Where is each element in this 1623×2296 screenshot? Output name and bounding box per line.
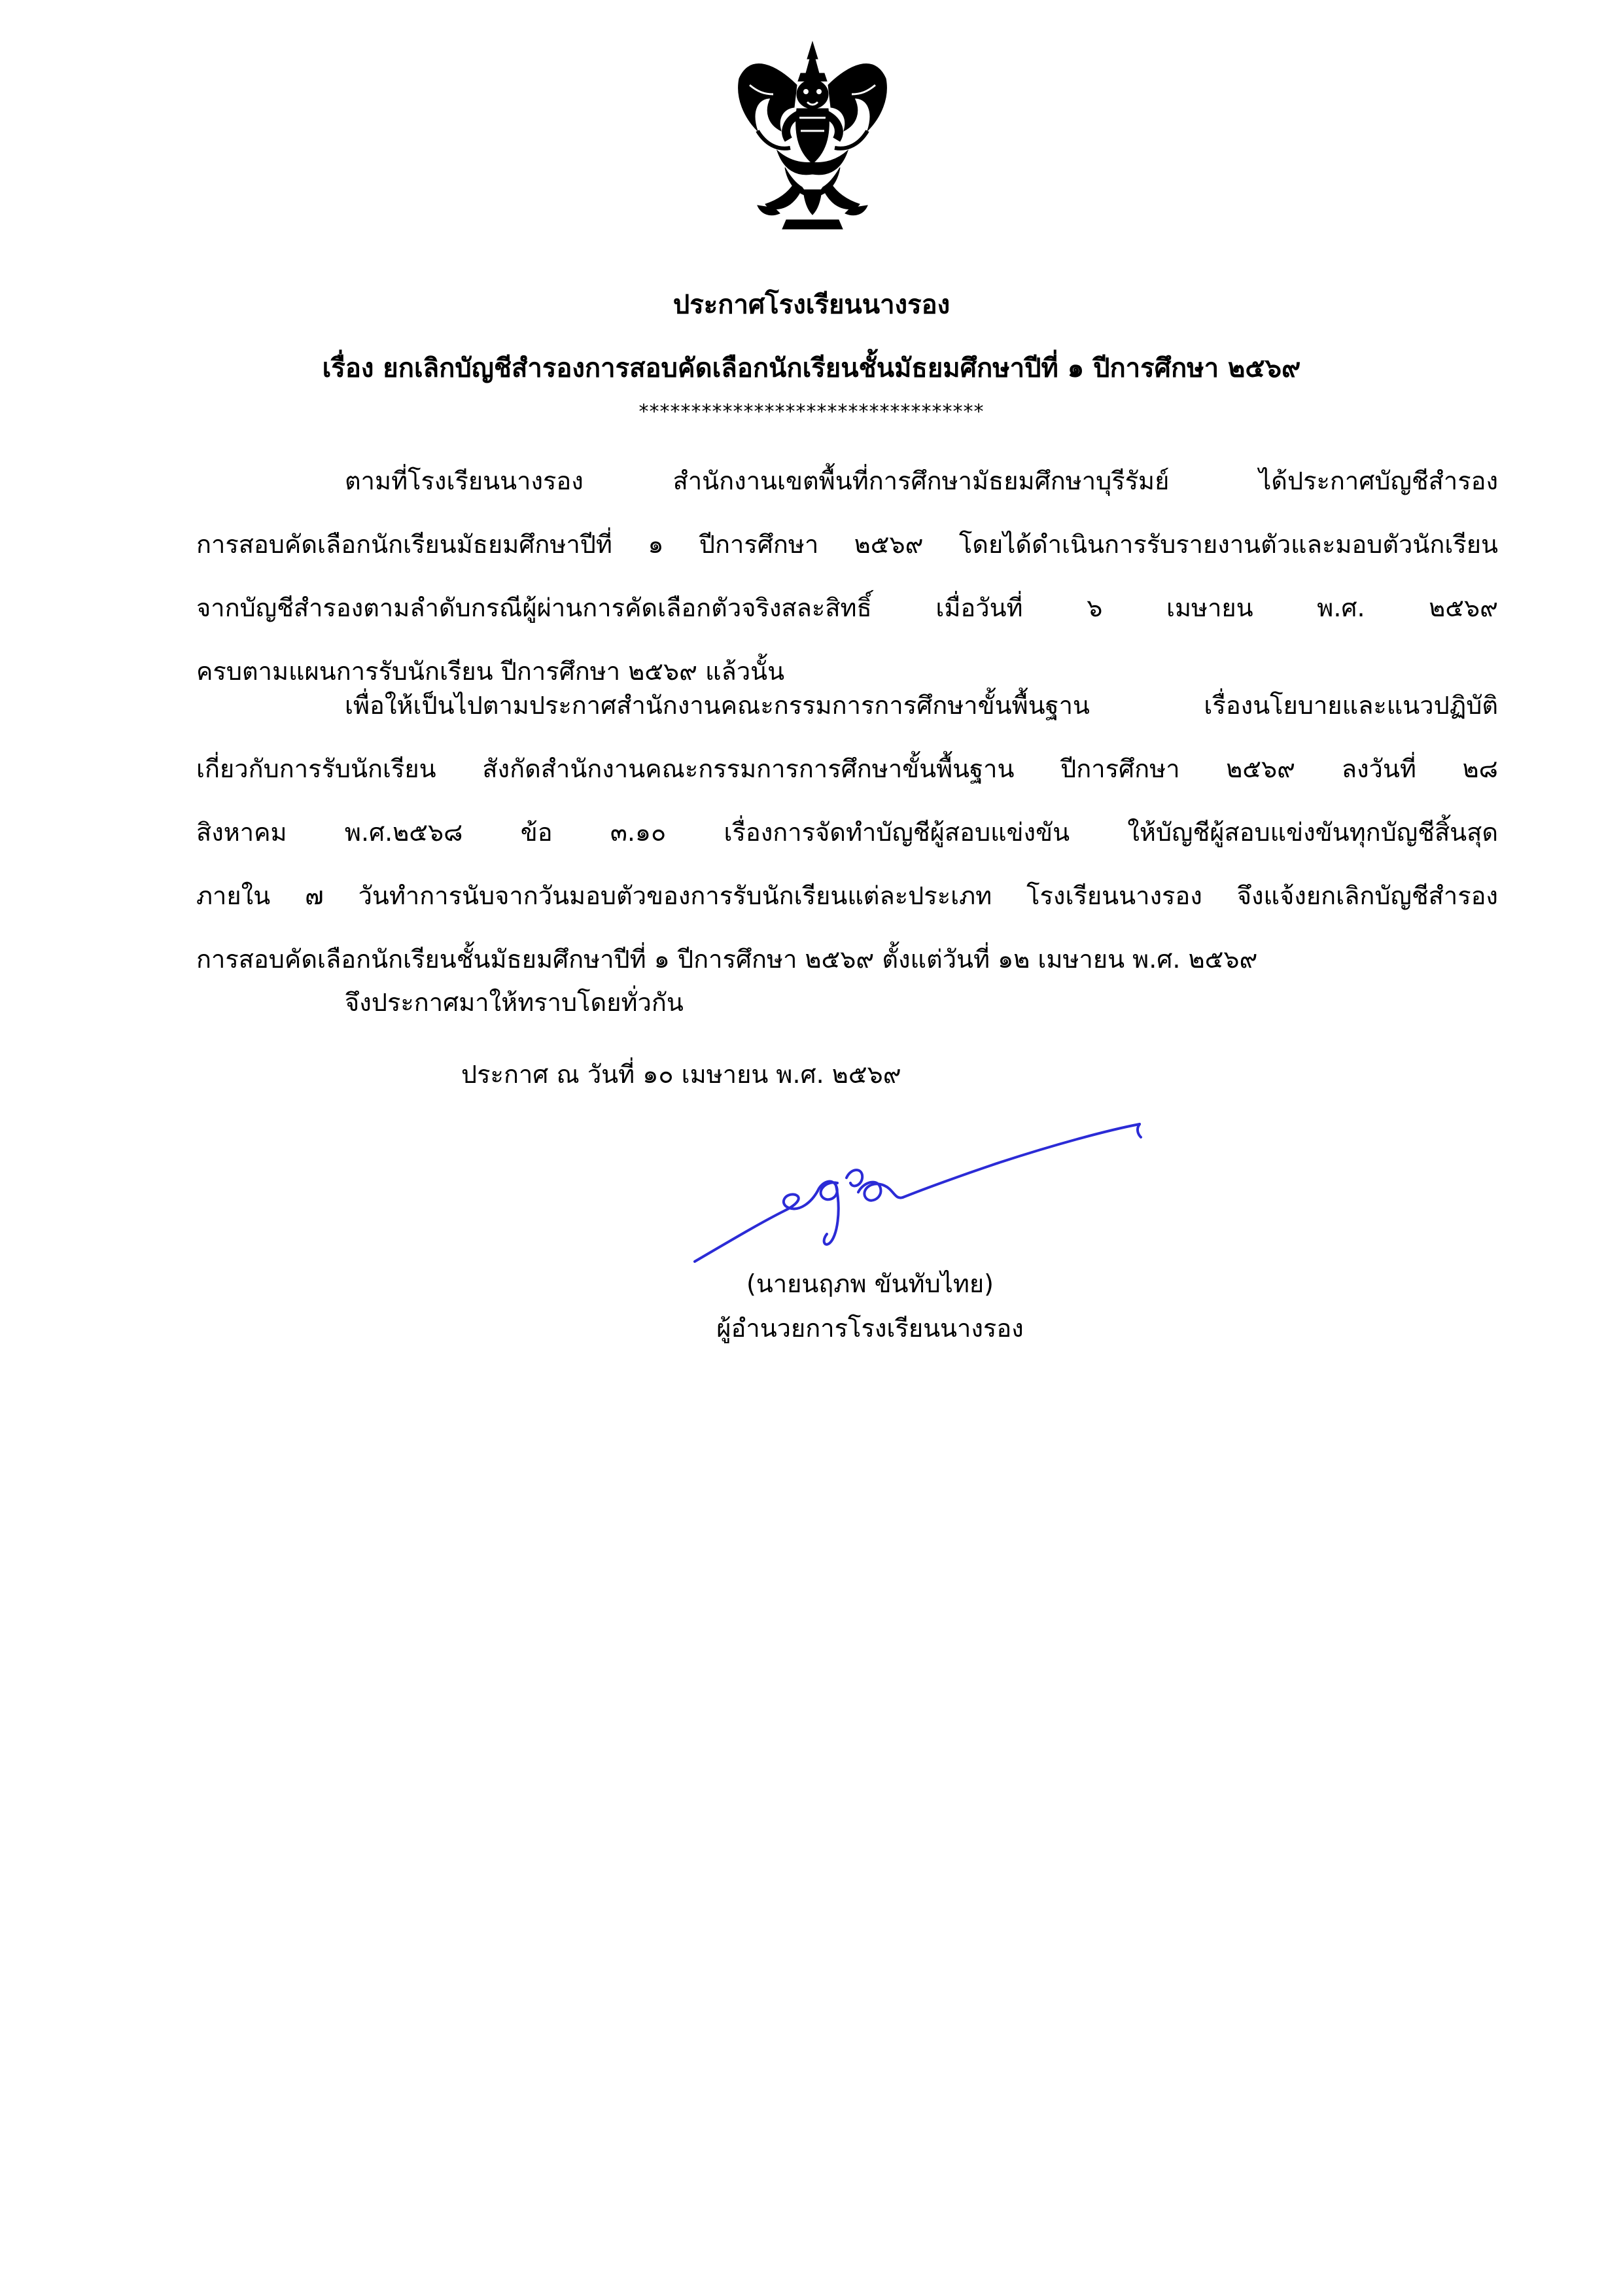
body-paragraph-1 xyxy=(196,450,1498,703)
paragraph-line: การสอบคัดเลือกนักเรียนชั้นมัธยมศึกษาปีที่ ๑ ปีการศึกษา ๒๕๖๙ ตั้งแต่วันที่ ๑๒ เมษายน พ.ศ. ๒๕๖๙ xyxy=(196,945,1258,974)
paragraph-line: เพื่อให้เป็นไปตามประกาศสำนักงานคณะกรรมการการศึกษาขั้นพื้นฐาน เรื่องนโยบายและแนวปฏิบัติ xyxy=(345,691,1498,720)
paragraph-line: ตามที่โรงเรียนนางรอง สำนักงานเขตพื้นที่การศึกษามัธยมศึกษาบุรีรัมย์ ได้ประกาศบัญชีสำรอง xyxy=(345,467,1498,495)
handwritten-signature xyxy=(687,1112,1145,1269)
announcement-title: ประกาศโรงเรียนนางรอง xyxy=(672,290,951,320)
closing-statement: จึงประกาศมาให้ทราบโดยทั่วกัน xyxy=(345,988,684,1017)
paragraph-line: ภายใน ๗ วันทำการนับจากวันมอบตัวของการรับนักเรียนแต่ละประเภท โรงเรียนนางรอง จึงแจ้งยกเลิกบัญชีสำรอง xyxy=(196,881,1498,910)
paragraph-line: จากบัญชีสำรองตามลำดับกรณีผู้ผ่านการคัดเลือกตัวจริงสละสิทธิ์ เมื่อวันที่ ๖ เมษายน พ.ศ. ๒๕๖๙ xyxy=(196,593,1498,622)
announcement-subject: เรื่อง ยกเลิกบัญชีสำรองการสอบคัดเลือกนักเรียนชั้นมัธยมศึกษาปีที่ ๑ ปีการศึกษา ๒๕๖๙ xyxy=(322,353,1301,383)
signer-name: (นายนฤภพ ขันทับไทย) xyxy=(746,1269,994,1298)
signer-position: ผู้อำนวยการโรงเรียนนางรอง xyxy=(716,1314,1024,1343)
body-paragraph-2 xyxy=(196,674,1498,991)
garuda-emblem-icon xyxy=(731,39,894,236)
paragraph-line: เกี่ยวกับการรับนักเรียน สังกัดสำนักงานคณะกรรมการการศึกษาขั้นพื้นฐาน ปีการศึกษา ๒๕๖๙ ลงวันที่ ๒๘ xyxy=(196,754,1498,783)
paragraph-line: ครบตามแผนการรับนักเรียน ปีการศึกษา ๒๕๖๙ แล้วนั้น xyxy=(196,657,785,686)
title-separator: ********************************* xyxy=(638,400,985,423)
paragraph-line: การสอบคัดเลือกนักเรียนมัธยมศึกษาปีที่ ๑ ปีการศึกษา ๒๕๖๙ โดยได้ดำเนินการรับรายงานตัวและมอบตัวนักเรียน xyxy=(196,530,1498,559)
paragraph-line: สิงหาคม พ.ศ.๒๕๖๘ ข้อ ๓.๑๐ เรื่องการจัดทำบัญชีผู้สอบแข่งขัน ให้บัญชีผู้สอบแข่งขันทุกบัญชีสิ้นสุด xyxy=(196,818,1498,847)
announcement-date: ประกาศ ณ วันที่ ๑๐ เมษายน พ.ศ. ๒๕๖๙ xyxy=(461,1060,901,1089)
